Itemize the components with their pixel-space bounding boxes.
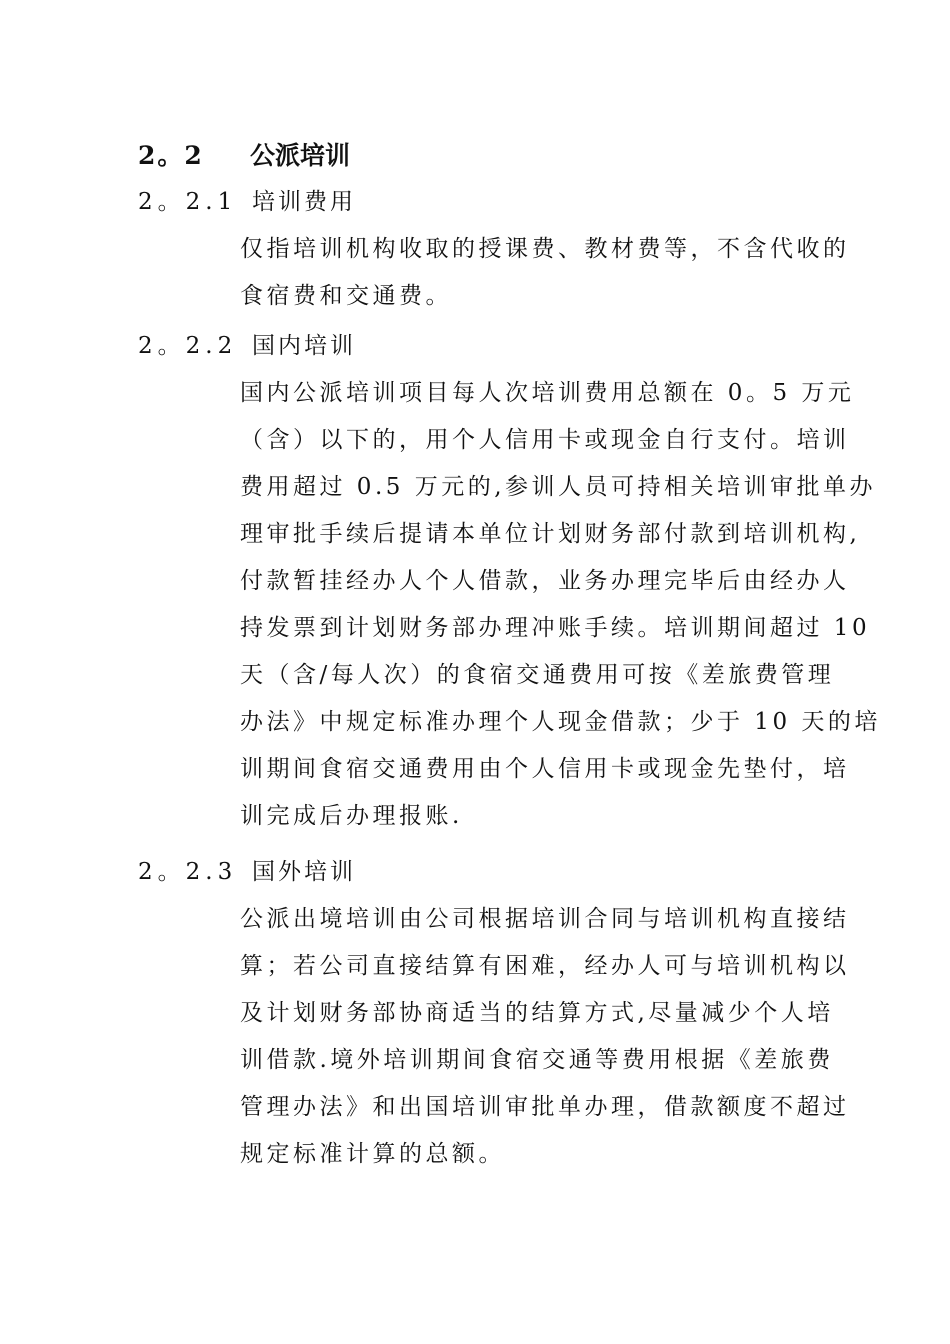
section-title: 公派培训 — [250, 141, 351, 170]
subsection-title: 国外培训 — [252, 859, 356, 885]
subsection-title: 培训费用 — [252, 189, 356, 215]
paragraph-line: 天（含/每人次）的食宿交通费用可按《差旅费管理 — [240, 662, 835, 688]
paragraph-line: 训借款.境外培训期间食宿交通等费用根据《差旅费 — [240, 1047, 834, 1073]
paragraph-line: 仅指培训机构收取的授课费、教材费等，不含代收的 — [240, 236, 850, 262]
paragraph-line: 持发票到计划财务部办理冲账手续。培训期间超过 10 — [240, 615, 871, 641]
paragraph-line: 管理办法》和出国培训审批单办理，借款额度不超过 — [240, 1094, 850, 1120]
section-number: 2。2 — [138, 141, 204, 170]
paragraph-line: 及计划财务部协商适当的结算方式,尽量减少个人培 — [240, 1000, 834, 1026]
paragraph-overseas — [240, 896, 850, 1178]
paragraph-line: 训完成后办理报账. — [240, 803, 463, 829]
subsection-title: 国内培训 — [252, 333, 356, 359]
paragraph-domestic — [240, 370, 881, 840]
section-heading — [138, 136, 350, 176]
subsection-heading-overseas — [138, 852, 356, 892]
paragraph-line: 付款暂挂经办人个人借款，业务办理完毕后由经办人 — [240, 568, 850, 594]
paragraph-fees — [240, 226, 850, 320]
subsection-heading-domestic — [138, 326, 356, 366]
paragraph-line: 公派出境培训由公司根据培训合同与培训机构直接结 — [240, 906, 850, 932]
paragraph-line: 费用超过 0.5 万元的,参训人员可持相关培训审批单办 — [240, 474, 877, 500]
paragraph-line: 理审批手续后提请本单位计划财务部付款到培训机构, — [240, 521, 861, 547]
paragraph-line: 训期间食宿交通费用由个人信用卡或现金先垫付，培 — [240, 756, 850, 782]
subsection-number: 2。2.1 — [138, 189, 238, 215]
paragraph-line: 算；若公司直接结算有困难，经办人可与培训机构以 — [240, 953, 850, 979]
paragraph-line: 办法》中规定标准办理个人现金借款；少于 10 天的培 — [240, 709, 881, 735]
paragraph-line: 规定标准计算的总额。 — [240, 1141, 505, 1167]
paragraph-line: 食宿费和交通费。 — [240, 283, 452, 309]
paragraph-line: 国内公派培训项目每人次培训费用总额在 0。5 万元 — [240, 380, 855, 406]
subsection-number: 2。2.3 — [138, 859, 238, 885]
paragraph-line: （含）以下的，用个人信用卡或现金自行支付。培训 — [240, 427, 850, 453]
subsection-number: 2。2.2 — [138, 333, 238, 359]
subsection-heading-fees — [138, 182, 356, 222]
